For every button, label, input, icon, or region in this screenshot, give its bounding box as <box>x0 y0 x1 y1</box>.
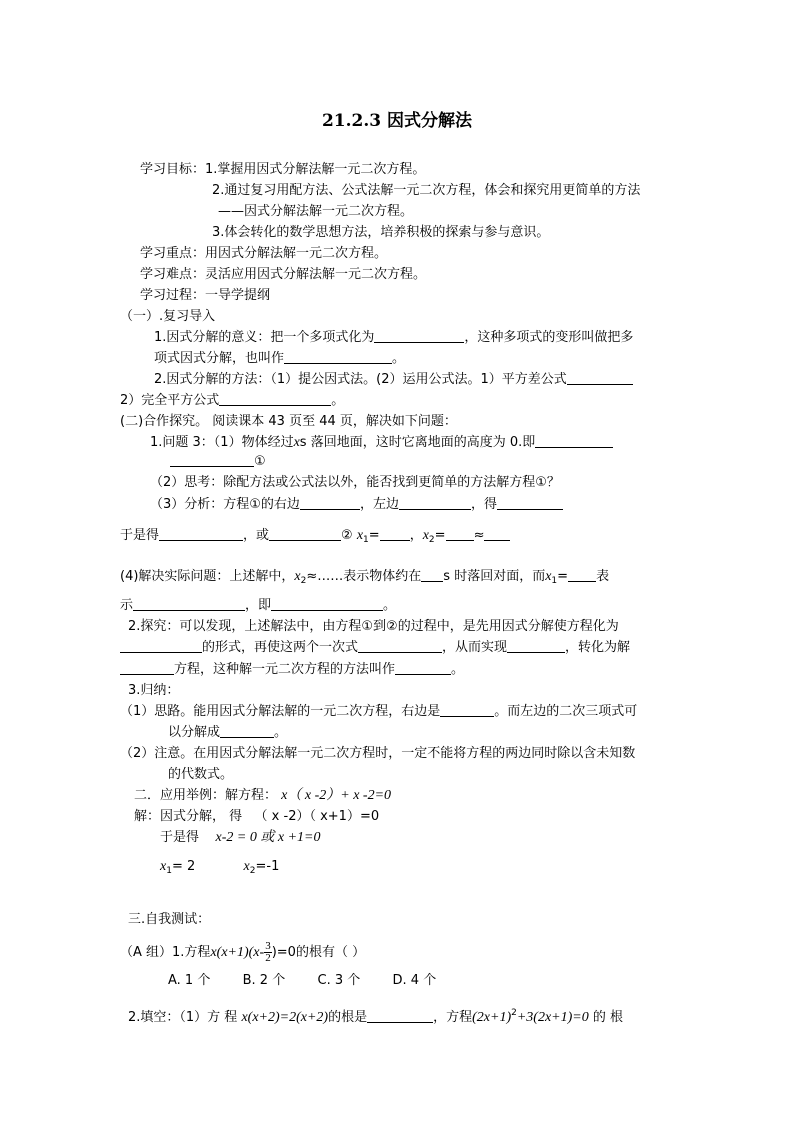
blank[interactable] <box>497 496 563 510</box>
explore-p5-text: (4)解决实际问题：上述解中， <box>120 569 295 584</box>
subscript-1: 1 <box>166 866 172 876</box>
option-b[interactable]: B. 2 个 <box>242 973 286 988</box>
self-test-heading: 三.自我测试： <box>128 912 211 927</box>
solution-label: 解：因式分解， 得 <box>134 809 243 824</box>
fill-equation-2b: +3(2x+1)=0 <box>516 1010 589 1025</box>
subscript-2: 2 <box>428 535 435 545</box>
root-1: = 2 <box>171 859 196 874</box>
explore-p5-end: 表 <box>596 569 610 584</box>
explore-p1-text: 1.问题 3：（1）物体经过 <box>150 435 294 450</box>
explore-t2c: ，转化为解 <box>565 640 631 655</box>
subscript-1: 1 <box>551 576 558 586</box>
fraction <box>264 941 272 964</box>
summary-s4: 的代数式。 <box>168 767 234 782</box>
option-c[interactable]: C. 3 个 <box>317 973 361 988</box>
summary-s1 <box>120 703 637 721</box>
option-d[interactable]: D. 4 个 <box>392 973 437 988</box>
equals-sign: = <box>434 528 446 543</box>
summary-s2b: 。 <box>274 725 288 740</box>
blank[interactable] <box>484 527 510 541</box>
blank[interactable] <box>399 496 471 510</box>
example-line-1 <box>134 787 391 805</box>
explore-t2a: 的形式，再使这两个一次式 <box>202 640 359 655</box>
explore-t3 <box>120 661 464 679</box>
blank[interactable] <box>120 639 202 653</box>
blank[interactable] <box>440 703 494 717</box>
explore-p1-post: s 落回地面，这时它离地面的高度为 0.即 <box>299 435 536 450</box>
root-2: =-1 <box>255 859 280 874</box>
explore-p5-s: s 时落回对面，而 <box>443 569 546 584</box>
blank[interactable] <box>395 661 451 675</box>
review-q1b-post: 。 <box>392 351 406 366</box>
summary-heading: 3.归纳： <box>128 683 180 698</box>
self-test-fill <box>128 1004 623 1027</box>
example-line-2 <box>134 808 379 826</box>
explore-t2 <box>120 639 630 657</box>
review-q1b <box>154 350 405 368</box>
explore-p4-or: ，或 <box>243 528 270 543</box>
explore-t3a: 方程，这种解一元二次方程的方法叫作 <box>174 662 396 677</box>
explore-p3 <box>150 496 563 514</box>
summary-s1-text: （1）思路。能用因式分解法解的一元二次方程，右边是 <box>120 704 441 719</box>
fraction-denominator: 2 <box>265 952 271 964</box>
comma: ， <box>409 528 423 543</box>
difficulty: 学习难点：灵活应用因式分解法解一元二次方程。 <box>140 267 427 282</box>
subscript-1: 1 <box>363 535 369 545</box>
blank[interactable] <box>220 724 274 738</box>
review-q2a <box>154 371 633 389</box>
var-x1: x <box>356 528 364 543</box>
blank[interactable] <box>219 392 331 406</box>
fraction-numerator: 3 <box>265 940 271 952</box>
objective-1: 1.掌握用因式分解法解一元二次方程。 <box>205 162 426 177</box>
blank[interactable] <box>367 1009 433 1023</box>
blank[interactable] <box>568 568 596 582</box>
explore-p1-line2 <box>170 453 266 471</box>
fill-mid2: ，方程 <box>433 1010 473 1025</box>
blank[interactable] <box>358 639 442 653</box>
blank[interactable] <box>380 527 410 541</box>
self-test-a <box>120 940 365 966</box>
blank[interactable] <box>535 434 613 448</box>
review-q1a-post: ，这种多项式的变形叫做把多 <box>464 330 634 345</box>
self-test-a-post: 的根有（ ） <box>295 945 366 960</box>
equation-mark-2: ② <box>341 528 353 543</box>
process: 学习过程：一导学提纲 <box>140 288 271 303</box>
explore-p4 <box>120 527 510 549</box>
explore-p4-text: 于是得 <box>120 528 160 543</box>
blank[interactable] <box>284 350 392 364</box>
summary-s2a: 以分解成 <box>168 725 221 740</box>
then-label: 于是得 <box>160 830 200 845</box>
var-x1: x <box>545 569 552 584</box>
explore-t1: 2.探究：可以发现，上述解法中，由方程①到②的过程中，是先用因式分解使方程化为 <box>128 619 619 634</box>
key-point: 学习重点：用因式分解法解一元二次方程。 <box>140 246 388 261</box>
blank[interactable] <box>374 329 464 343</box>
review-q1a <box>154 329 633 347</box>
summary-s1b: 。而左边的二次三项式可 <box>494 704 638 719</box>
objective-3: 3.体会转化的数学思想方法，培养积极的探索与参与意识。 <box>212 225 550 240</box>
review-q2b <box>120 392 344 410</box>
subscript-2: 2 <box>249 866 256 876</box>
review-q1a-text: 1.因式分解的意义：把一个多项式化为 <box>154 330 375 345</box>
blank[interactable] <box>507 639 565 653</box>
explore-p3-mid2: ，得 <box>470 497 497 512</box>
var-x2: x <box>422 528 429 543</box>
explore-p3-text: （3）分析：方程①的右边 <box>150 497 300 512</box>
blank[interactable] <box>300 496 360 510</box>
equals-sign: = <box>557 569 569 584</box>
objectives-line-1 <box>140 161 425 179</box>
explore-p5-mid: 表示物体约在 <box>343 569 422 584</box>
objectives-label: 学习目标： <box>140 162 206 177</box>
blank[interactable] <box>567 371 633 385</box>
objective-2a: 2.通过复习用配方法、公式法解一元二次方程，体会和探究用更简单的方法 <box>212 183 641 198</box>
var-x2: x <box>243 859 250 874</box>
summary-s2 <box>168 724 287 742</box>
fill-mid: 的根是 <box>328 1010 368 1025</box>
explore-p1 <box>150 434 613 452</box>
subscript-2: 2 <box>300 576 307 586</box>
fill-post: 的 根 <box>592 1010 624 1025</box>
superscript-2: 2 <box>511 1008 517 1018</box>
review-q2a-text: 2.因式分解的方法：（1）提公因式法。(2）运用公式法。1）平方差公式 <box>154 372 567 387</box>
blank[interactable] <box>271 597 383 611</box>
equation-mark-1: ① <box>254 454 266 469</box>
example-heading: 二．应用举例：解方程： <box>134 788 278 803</box>
review-heading: （一）.复习导入 <box>120 309 216 324</box>
explore-p6-end: 。 <box>383 598 397 613</box>
var-x2: x <box>294 569 301 584</box>
blank[interactable] <box>133 597 245 611</box>
self-test-a-eq2: )=0 <box>271 945 296 960</box>
var-x1: x <box>160 859 167 874</box>
example-equation: x（ x -2）+ x -2=0 <box>281 788 392 803</box>
summary-s3: （2）注意。在用因式分解法解一元二次方程时，一定不能将方程的两边同时除以含未知数 <box>120 746 636 761</box>
solution-equation: （ x -2）（ x+1）=0 <box>254 809 380 824</box>
explore-p6-text: 示 <box>120 598 134 613</box>
option-a[interactable]: A. 1 个 <box>168 973 211 988</box>
blank[interactable] <box>421 568 443 582</box>
approx-sign: ≈ <box>473 528 485 543</box>
explore-t3b: 。 <box>451 662 465 677</box>
then-equation: x-2 = 0 或 x +1=0 <box>215 830 321 845</box>
explore-t2b: ，从而实现 <box>442 640 508 655</box>
fill-equation-2a: (2x+1) <box>472 1010 512 1025</box>
page-title: 21.2.3 因式分解法 <box>321 111 473 131</box>
review-q2b-post: 。 <box>331 393 345 408</box>
var-x: x <box>293 435 300 450</box>
example-line-3 <box>160 829 320 847</box>
ellipsis: …… <box>317 569 344 584</box>
blank[interactable] <box>159 527 243 541</box>
blank[interactable] <box>269 527 341 541</box>
explore-p3-mid1: ，左边 <box>359 497 399 512</box>
fill-pre: 2.填空：（1）方 程 <box>128 1010 238 1025</box>
review-q2b-text: 2）完全平方公式 <box>120 393 220 408</box>
explore-heading: (二)合作探究。 阅读课本 43 页至 44 页，解决如下问题： <box>120 414 457 429</box>
fill-equation-1: x(x+2)=2(x+2) <box>241 1010 329 1025</box>
self-test-a-eq1: x(x+1)(x- <box>210 945 265 960</box>
explore-p6 <box>120 597 396 615</box>
blank[interactable] <box>120 661 174 675</box>
explore-p6-mid: ，即 <box>245 598 272 613</box>
self-test-a-pre: （A 组）1.方程 <box>120 945 211 960</box>
equals-sign: = <box>368 528 380 543</box>
objective-2b: ——因式分解法解一元二次方程。 <box>218 204 414 219</box>
explore-p5 <box>120 568 609 590</box>
review-q1b-text: 项式因式分解，也叫作 <box>154 351 285 366</box>
approx-sign: ≈ <box>306 569 318 584</box>
blank[interactable] <box>170 453 254 467</box>
explore-p2: （2）思考：除配方法或公式法以外，能否找到更简单的方法解方程①？ <box>150 475 560 490</box>
blank[interactable] <box>446 527 474 541</box>
self-test-options <box>168 972 436 990</box>
example-roots <box>160 858 279 880</box>
